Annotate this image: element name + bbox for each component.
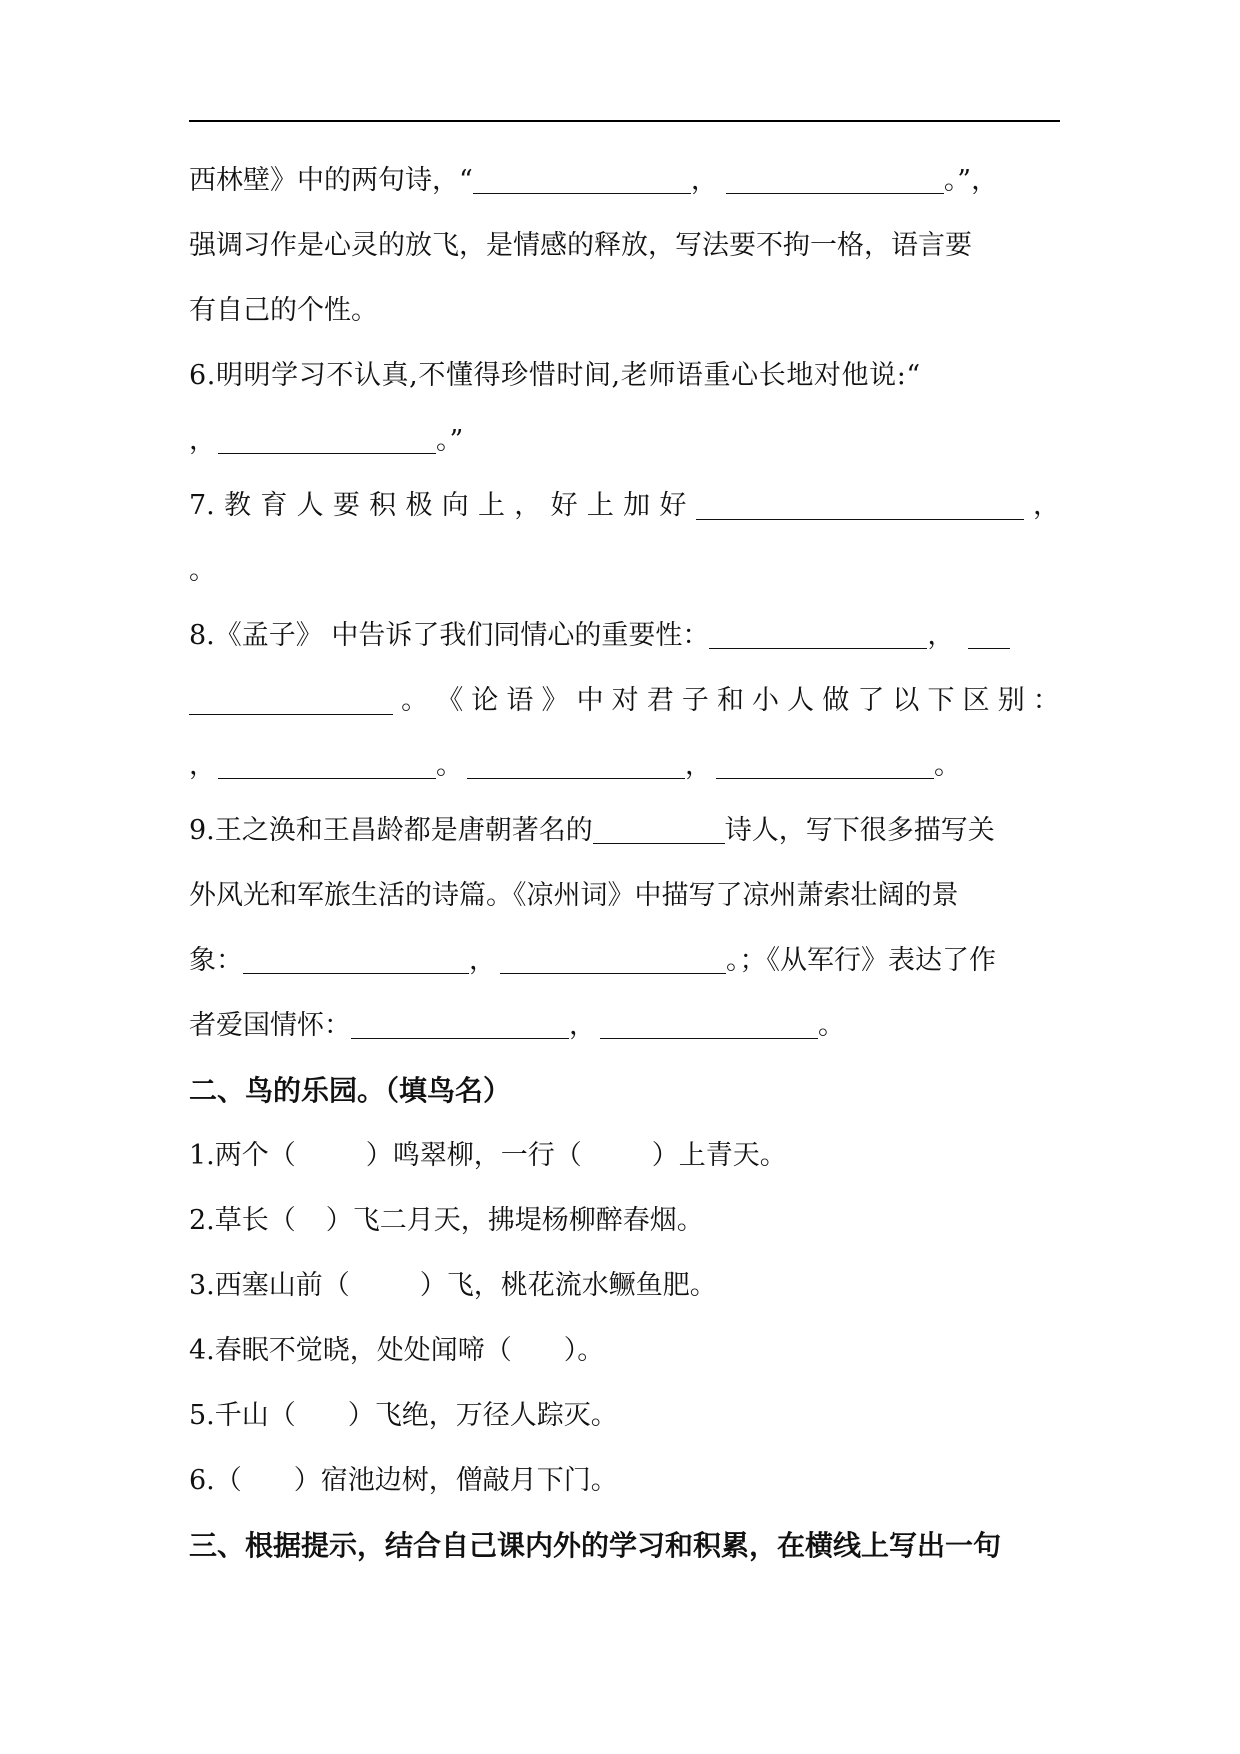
answer-blank[interactable] [243, 945, 469, 974]
q9-line-1: 9.王之涣和王昌龄都是唐朝著名的 诗人，写下很多描写关 [189, 815, 995, 846]
answer-blank[interactable] [473, 165, 691, 194]
answer-blank[interactable] [351, 1010, 569, 1039]
s2-item-3: 3.西塞山前（ ）飞，桃花流水鳜鱼肥。 [189, 1270, 717, 1301]
q6-line-2: ， 。” [189, 425, 464, 456]
answer-blank[interactable] [189, 686, 393, 715]
s2-item-1: 1.两个（ ）鸣翠柳，一行（ ）上青天。 [189, 1140, 787, 1171]
q9-line-2: 外风光和军旅生活的诗篇。《凉州词》中描写了凉州萧索壮阔的景 [189, 880, 959, 911]
q8-line-3: ， 。 ， 。 [189, 750, 961, 781]
q7-line-2: 。 [189, 555, 216, 586]
s2-item-2: 2.草长（ ）飞二月天，拂堤杨柳醉春烟。 [189, 1205, 704, 1236]
q6-line-1: 6.明明学习不认真,不懂得珍惜时间,老师语重心长地对他说:“ [189, 360, 921, 391]
q7-line-1: 7. 教 育 人 要 积 极 向 上 ， 好 上 加 好 ， [189, 490, 1060, 521]
answer-blank[interactable] [218, 750, 436, 779]
q8-line-2: 。 《 论 语 》 中 对 君 子 和 小 人 做 了 以 下 区 别 ： [189, 668, 1060, 733]
s2-item-4: 4.春眠不觉晓，处处闻啼（ ）。 [189, 1335, 605, 1366]
answer-blank[interactable] [218, 425, 436, 454]
worksheet-body [189, 148, 1060, 1578]
section-3-title: 三、根据提示，结合自己课内外的学习和积累，在横线上写出一句 [189, 1529, 1002, 1562]
q5-line-2: 强调习作是心灵的放飞，是情感的释放，写法要不拘一格，语言要 [189, 230, 972, 261]
answer-blank[interactable] [716, 750, 934, 779]
q5-line-1: 西林壁》中的两句诗，“ ， 。”， [189, 165, 999, 196]
answer-blank[interactable] [600, 1010, 818, 1039]
q5-line-3: 有自己的个性。 [189, 295, 378, 326]
s2-item-5: 5.千山（ ）飞绝，万径人踪灭。 [189, 1400, 618, 1431]
answer-blank[interactable] [726, 165, 944, 194]
answer-blank[interactable] [467, 750, 685, 779]
answer-blank[interactable] [696, 491, 1024, 520]
answer-blank[interactable] [709, 620, 927, 649]
q9-line-4: 者爱国情怀： ， 。 [189, 1010, 845, 1041]
answer-blank[interactable] [593, 815, 725, 844]
answer-blank[interactable] [968, 620, 1010, 649]
header-rule [189, 120, 1060, 122]
s2-item-6: 6.（ ）宿池边树，僧敲月下门。 [189, 1465, 618, 1496]
q9-line-3: 象： ， 。；《从军行》表达了作 [189, 945, 996, 976]
section-2-title: 二、鸟的乐园。（填鸟名） [189, 1074, 512, 1107]
answer-blank[interactable] [500, 945, 726, 974]
q8-line-1: 8.《孟子》 中告诉了我们同情心的重要性： ， [189, 603, 1060, 668]
